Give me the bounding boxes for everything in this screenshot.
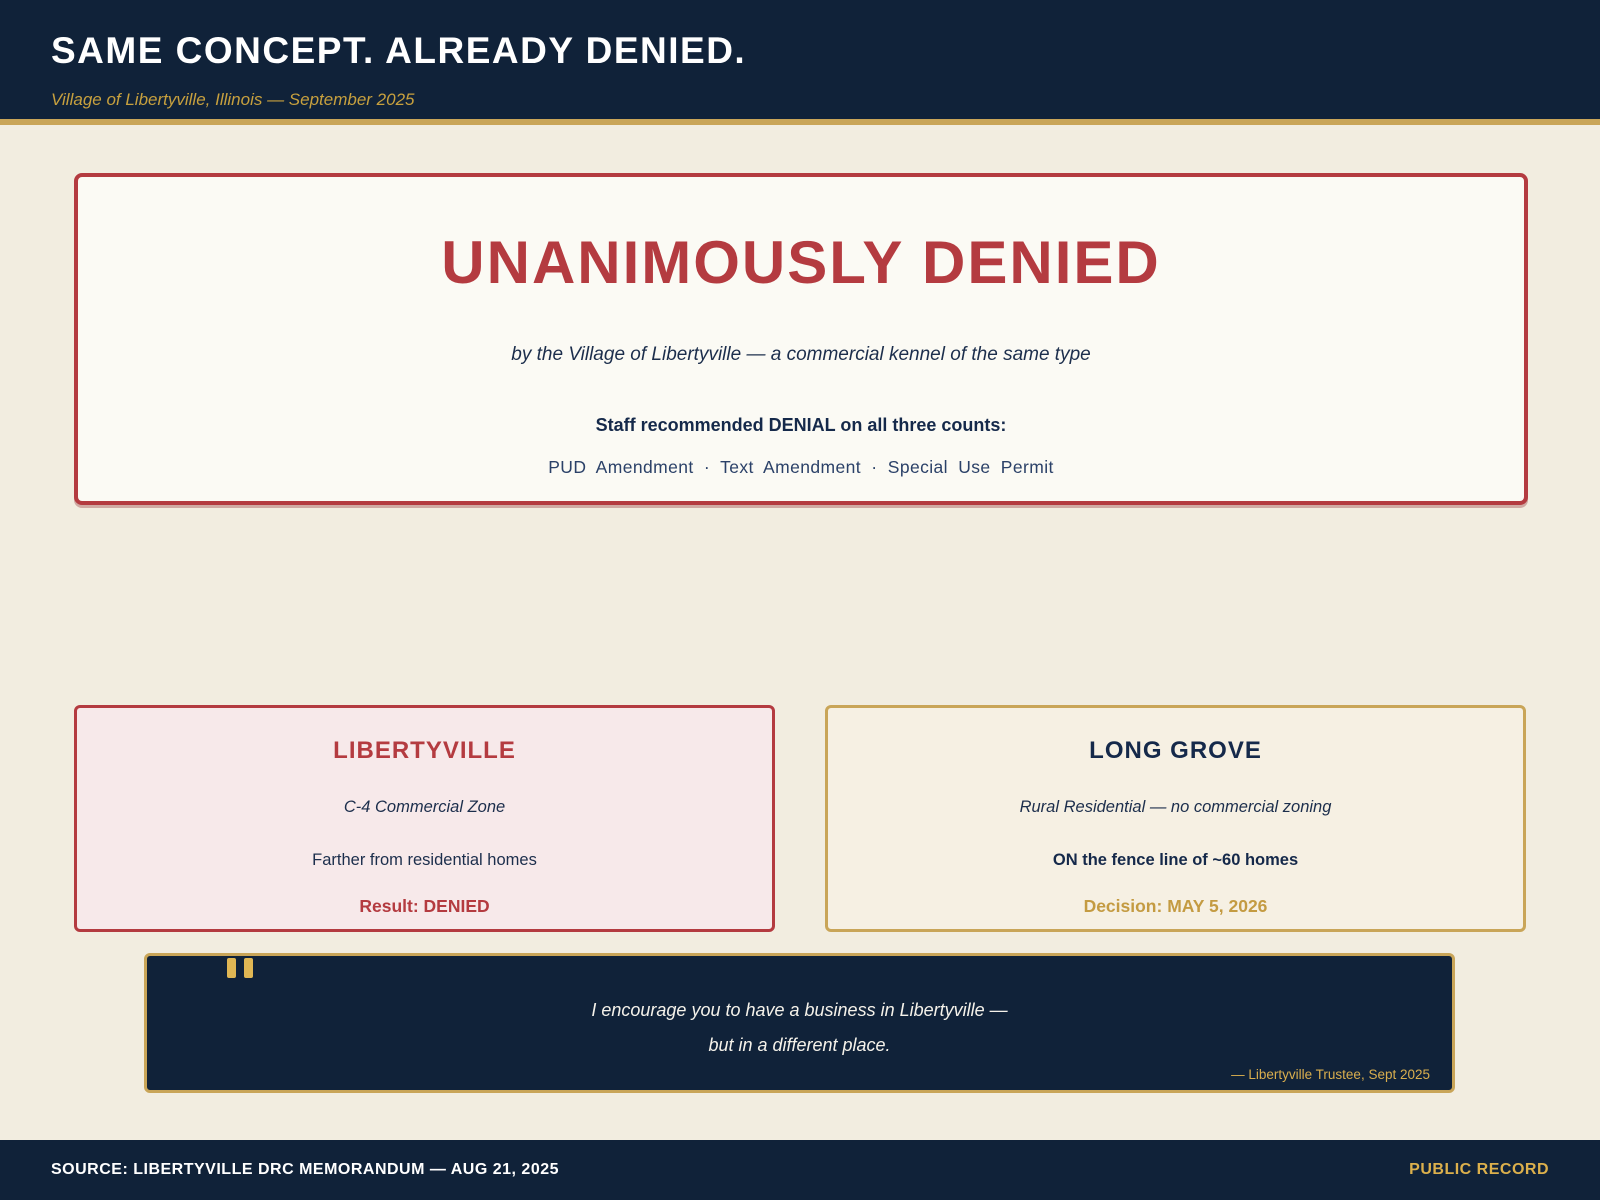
long-grove-card [825, 705, 1526, 932]
page-title: SAME CONCEPT. ALREADY DENIED. [51, 30, 747, 71]
long-grove-result: Decision: MAY 5, 2026 [1083, 896, 1268, 916]
verdict-subtitle: by the Village of Libertyville — a commercial kennel of the same type [511, 344, 1091, 365]
footer-source: SOURCE: LIBERTYVILLE DRC MEMORANDUM — AUG 21, 2025 [51, 1161, 560, 1178]
footer [0, 1140, 1600, 1200]
quote-line-1: I encourage you to have a business in Libertyville — [591, 1000, 1008, 1020]
long-grove-detail: ON the fence line of ~60 homes [1052, 851, 1299, 869]
libertyville-card-title: LIBERTYVILLE [333, 737, 516, 764]
quote-panel [144, 953, 1455, 1093]
verdict-counts: PUD Amendment · Text Amendment · Special Use Permit [548, 457, 1054, 477]
long-grove-zone: Rural Residential — no commercial zoning [1019, 798, 1332, 816]
libertyville-result: Result: DENIED [359, 896, 490, 916]
page-subtitle: Village of Libertyville, Illinois — September 2025 [51, 90, 415, 109]
quote-line-2: but in a different place. [708, 1035, 891, 1055]
verdict-panel [74, 173, 1528, 505]
verdict-title: UNANIMOUSLY DENIED [441, 229, 1161, 296]
footer-public-record-badge: PUBLIC RECORD [1409, 1161, 1549, 1178]
libertyville-zone: C-4 Commercial Zone [343, 798, 506, 816]
quote-attribution: — Libertyville Trustee, Sept 2025 [1231, 1067, 1430, 1082]
libertyville-card [74, 705, 775, 932]
quote-icon [227, 958, 253, 978]
header [0, 0, 1600, 119]
long-grove-card-title: LONG GROVE [1089, 737, 1262, 764]
header-divider [0, 119, 1600, 125]
libertyville-detail: Farther from residential homes [312, 851, 537, 869]
verdict-staff-recommendation: Staff recommended DENIAL on all three counts: [595, 415, 1007, 435]
